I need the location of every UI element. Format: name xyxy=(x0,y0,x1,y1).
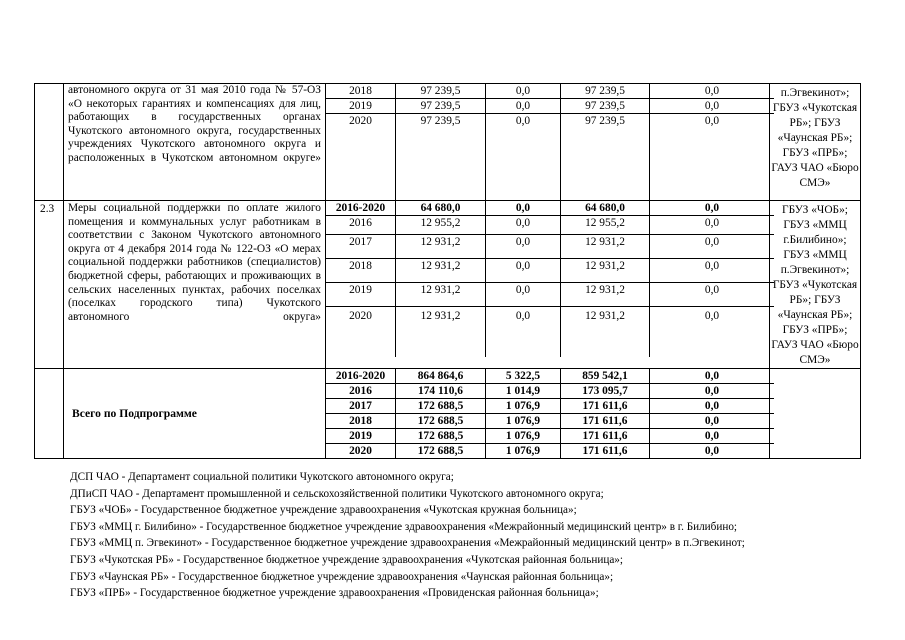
measure-description xyxy=(64,84,326,201)
federal-cell: 0,0 xyxy=(486,235,561,259)
value-row xyxy=(326,99,774,114)
other-cell: 0,0 xyxy=(650,369,775,384)
federal-cell: 0,0 xyxy=(486,259,561,283)
federal-cell: 0,0 xyxy=(486,216,561,235)
responsible-executors xyxy=(770,369,861,459)
total-cell: 864 864,6 xyxy=(396,369,486,384)
other-cell: 0,0 xyxy=(704,115,720,127)
description-text: автономного округа от 31 мая 2010 года № 57-ОЗ «О некоторых гарантиях и компенсациях для лиц, работающих в государственных органах Чукотского автономного округа, государственных учреждениях Чукотского автономного округа и расположенных в Чукотском автономном округе» xyxy=(68,84,321,164)
value-row xyxy=(326,283,774,307)
other-cell: 0,0 xyxy=(650,429,775,444)
year-cell: 2019 xyxy=(326,429,396,444)
year-cell: 2018 xyxy=(326,259,396,283)
value-row xyxy=(326,216,774,235)
value-row xyxy=(326,384,774,399)
regional-cell: 171 611,6 xyxy=(561,399,650,414)
other-cell: 0,0 xyxy=(650,414,775,429)
legend-line: ГБУЗ «ЧОБ» - Государственное бюджетное учреждение здравоохранения «Чукотская кружная больница»; xyxy=(70,504,577,517)
year-cell: 2016 xyxy=(326,384,396,399)
year-cell: 2019 xyxy=(326,99,396,114)
total-cell: 12 931,2 xyxy=(396,235,486,259)
year-cell: 2020 xyxy=(326,444,396,459)
other-cell: 0,0 xyxy=(650,216,775,235)
value-row xyxy=(326,414,774,429)
regional-cell: 12 931,2 xyxy=(561,259,650,283)
legend-line: ДСП ЧАО - Департамент социальной политики Чукотского автономного округа; xyxy=(70,471,454,483)
value-row xyxy=(326,235,774,259)
federal-cell: 0,0 xyxy=(486,283,561,307)
program-table xyxy=(34,83,861,459)
total-cell: 172 688,5 xyxy=(396,444,486,459)
year-cell: 2017 xyxy=(326,399,396,414)
regional-cell: 97 239,5 xyxy=(561,114,650,201)
total-cell: 64 680,0 xyxy=(396,201,486,216)
total-cell: 12 931,2 xyxy=(396,307,486,358)
federal-cell: 0,0 xyxy=(486,114,561,201)
summary-row xyxy=(35,369,861,459)
summary-label: Всего по Подпрограмме xyxy=(64,369,326,459)
abbreviations-legend xyxy=(70,469,745,602)
value-row xyxy=(326,84,774,99)
regional-cell: 12 955,2 xyxy=(561,216,650,235)
regional-cell: 97 239,5 xyxy=(561,99,650,114)
year-cell: 2020 xyxy=(326,114,396,201)
federal-cell: 1 076,9 xyxy=(486,429,561,444)
regional-cell: 173 095,7 xyxy=(561,384,650,399)
other-cell: 0,0 xyxy=(650,283,775,307)
federal-cell: 0,0 xyxy=(486,307,561,358)
value-row xyxy=(326,369,774,384)
legend-line: ГБУЗ «ПРБ» - Государственное бюджетное учреждение здравоохранения «Провиденская районная больница»; xyxy=(70,587,599,600)
total-cell: 12 955,2 xyxy=(396,216,486,235)
regional-cell: 859 542,1 xyxy=(561,369,650,384)
year-cell: 2018 xyxy=(326,84,396,99)
value-row xyxy=(326,114,774,201)
other-cell: 0,0 xyxy=(650,99,775,114)
total-cell: 172 688,5 xyxy=(396,399,486,414)
federal-cell: 0,0 xyxy=(486,99,561,114)
other-cell: 0,0 xyxy=(704,310,720,322)
federal-cell: 1 076,9 xyxy=(486,414,561,429)
year-cell: 2016 xyxy=(326,216,396,235)
row-number xyxy=(35,84,64,201)
federal-cell: 5 322,5 xyxy=(486,369,561,384)
legend-line: ГБУЗ «ММЦ г. Билибино» - Государственное бюджетное учреждение здравоохранения «Межрайонный медицинский центр» в г. Билибино; xyxy=(70,520,738,533)
value-row xyxy=(326,259,774,283)
regional-cell: 12 931,2 xyxy=(561,235,650,259)
regional-cell: 171 611,6 xyxy=(561,429,650,444)
regional-cell: 171 611,6 xyxy=(561,414,650,429)
funding-values xyxy=(326,201,770,369)
year-cell: 2020 xyxy=(326,307,396,358)
value-row xyxy=(326,399,774,414)
other-cell: 0,0 xyxy=(650,399,775,414)
year-cell: 2016-2020 xyxy=(326,369,396,384)
total-cell: 12 931,2 xyxy=(396,283,486,307)
total-cell: 97 239,5 xyxy=(396,99,486,114)
federal-cell: 1 014,9 xyxy=(486,384,561,399)
year-cell: 2016-2020 xyxy=(326,201,396,216)
regional-cell: 12 931,2 xyxy=(561,283,650,307)
year-cell: 2017 xyxy=(326,235,396,259)
row-number: 2.3 xyxy=(35,201,64,369)
other-cell: 0,0 xyxy=(704,445,720,457)
value-row xyxy=(326,307,774,358)
total-cell: 97 239,5 xyxy=(396,84,486,99)
regional-cell: 97 239,5 xyxy=(561,84,650,99)
federal-cell: 0,0 xyxy=(486,201,561,216)
measure-description xyxy=(64,201,326,369)
table-row xyxy=(35,201,861,369)
year-cell: 2018 xyxy=(326,414,396,429)
legend-line: ГБУЗ «Чаунская РБ» - Государственное бюджетное учреждение здравоохранения «Чаунская районная больница»; xyxy=(70,570,614,583)
summary-values xyxy=(326,369,770,459)
other-cell: 0,0 xyxy=(650,384,775,399)
year-cell: 2019 xyxy=(326,283,396,307)
federal-cell: 1 076,9 xyxy=(486,399,561,414)
regional-cell: 171 611,6 xyxy=(561,444,650,459)
other-cell: 0,0 xyxy=(650,235,775,259)
table-row xyxy=(35,84,861,201)
value-row xyxy=(326,429,774,444)
total-cell: 172 688,5 xyxy=(396,414,486,429)
regional-cell: 12 931,2 xyxy=(561,307,650,358)
row-number xyxy=(35,369,64,459)
total-cell: 12 931,2 xyxy=(396,259,486,283)
total-cell: 97 239,5 xyxy=(396,114,486,201)
other-cell: 0,0 xyxy=(650,201,775,216)
legend-line: ГБУЗ «Чукотская РБ» - Государственное бюджетное учреждение здравоохранения «Чукотская районная больница»; xyxy=(70,553,623,566)
value-row-total xyxy=(326,201,774,216)
federal-cell: 0,0 xyxy=(486,84,561,99)
responsible-executors: ГБУЗ «ЧОБ»; ГБУЗ «ММЦ г.Билибино»; ГБУЗ «ММЦ п.Эгвекинот»; ГБУЗ «Чукотская РБ»; ГБУЗ «Чаунская РБ»; ГБУЗ «ПРБ»; ГАУЗ ЧАО «Бюро СМЭ» xyxy=(770,201,861,369)
regional-cell: 64 680,0 xyxy=(561,201,650,216)
value-row xyxy=(326,444,774,459)
legend-line: ГБУЗ «ММЦ п. Эгвекинот» - Государственное бюджетное учреждение здравоохранения «Межрайонный медицинский центр» в п.Эгвекинот; xyxy=(70,537,745,550)
total-cell: 174 110,6 xyxy=(396,384,486,399)
legend-line: ДПиСП ЧАО - Департамент промышленной и сельскохозяйственной политики Чукотского автономного округа; xyxy=(70,487,604,500)
funding-values xyxy=(326,84,770,201)
other-cell: 0,0 xyxy=(650,84,775,99)
federal-cell: 1 076,9 xyxy=(486,444,561,459)
responsible-executors: п.Эгвекинот»; ГБУЗ «Чукотская РБ»; ГБУЗ «Чаунская РБ»; ГБУЗ «ПРБ»; ГАУЗ ЧАО «Бюро СМЭ» xyxy=(770,84,861,201)
description-text: Меры социальной поддержки по оплате жилого помещения и коммунальных услуг работникам в соответствии с Законом Чукотского автономного округа от 4 декабря 2014 года № 122-ОЗ «О мерах социальной поддержки работников (специалистов) бюджетной сферы, работающих и проживающих в сельских населенных пунктах, рабочих поселках (поселках городского типа) Чукотского автономного округа» xyxy=(68,202,321,323)
other-cell: 0,0 xyxy=(650,259,775,283)
total-cell: 172 688,5 xyxy=(396,429,486,444)
